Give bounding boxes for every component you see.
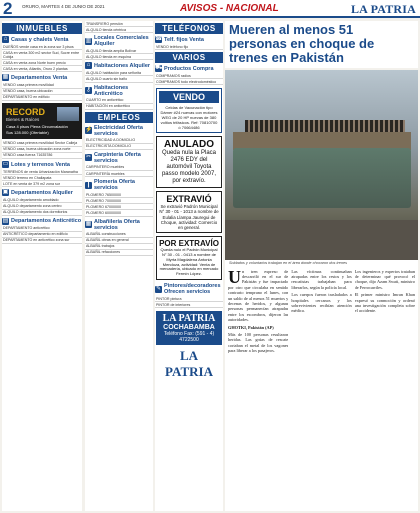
rent-icon: ▣ <box>2 189 9 196</box>
ad-line: CASA en venta zona Norte buen precio <box>2 60 82 66</box>
ad-line: VENDO casa, buena ubicación zona norte <box>2 147 82 153</box>
category-label: Productos Compra <box>164 65 214 72</box>
vendo-title: VENDO <box>159 91 219 103</box>
anulado-notice <box>156 136 222 188</box>
ad-line: ALBAÑIL refacciones <box>85 250 153 256</box>
vendo-ad <box>156 88 222 133</box>
category-label: Habitaciones Anticrético <box>94 84 129 97</box>
ad-line: PINTOR pintura <box>155 296 223 302</box>
banner-varios: VARIOS <box>155 52 223 63</box>
ad-line: CASA en venta 300 m2 sector Sud, Sucre entre Cobija <box>2 50 82 60</box>
article-paragraph: Los ingenieros y expertos trataban de determinar qué provocó el choque, dijo Azam Swati, ministro de Ferrocarriles. <box>354 268 415 290</box>
ad-line: ALQUILO cuarto sin baño <box>85 76 153 82</box>
anulado-title: ANULADO <box>164 139 214 151</box>
pipe-icon: ┃ <box>86 181 91 188</box>
category-label: Departamentos Venta <box>11 74 68 81</box>
cochabamba-brand: LA PATRIA <box>162 313 216 325</box>
article-paragraph: Más de 100 personas resultaron heridas. Las grúas de rescate cortaban el metal de los vagones para liberar a los pasajeros. <box>228 331 289 354</box>
ad-line: TERRENOS de venta Urbanización Maranatha <box>2 169 82 175</box>
record-ad-line: Casa 4 pisos Plena Circunvalación <box>6 123 68 129</box>
ad-line: ELECTRICISTA DOMICILIO <box>85 144 153 150</box>
ad-line: ALQUILO tienda céntrica <box>85 27 153 33</box>
category-label: Casas y chalets Venta <box>11 36 69 43</box>
ad-line: ALQUILO departamento amoblado <box>2 197 82 203</box>
ad-line: COMPRAMOS todo electrodoméstico <box>155 79 223 85</box>
ad-line: ALQUILO habitación para señorita <box>85 70 153 76</box>
ad-line: COMPRAMOS radios <box>155 73 223 79</box>
cochabamba-phone: Teléfono Fax: (591 - 4) 4722500 <box>163 331 215 344</box>
category-lotes-venta <box>2 161 82 168</box>
category-carpinteria <box>85 152 153 164</box>
ad-line: LOTE en venta de 379 m2 zona sur <box>2 181 82 187</box>
category-habitaciones-alquiler <box>85 62 153 69</box>
wall-icon: ▦ <box>85 221 92 227</box>
category-departamentos-anticretico <box>2 218 82 225</box>
category-pintores <box>155 283 223 295</box>
house-photo <box>57 107 79 121</box>
apartment-icon: ▦ <box>2 74 9 81</box>
article-paragraph: Las víctimas continuaban atrapadas entre los restos y los rescatistas trabajaban para liberarlos, según la policía local. <box>291 268 352 290</box>
category-label: Electricidad Oferta servicios <box>94 124 143 137</box>
ad-line: VENDO teléfono fijo <box>155 44 223 50</box>
newspaper-brand: LA PATRIA <box>350 2 416 16</box>
category-casas-venta <box>2 36 82 43</box>
footer-brand: LA PATRIA <box>165 348 213 380</box>
record-subtitle: Bienes & Raíces <box>6 116 40 122</box>
article-headline-box <box>225 21 418 68</box>
article-column-2 <box>291 269 351 512</box>
record-logo: RECORD <box>6 106 46 117</box>
ad-line: DEPARTAMENTO anticrético <box>2 226 82 232</box>
ad-line: PINTOR de interiores <box>155 302 223 308</box>
article-paragraph: El primer ministro Imran Khan expresó su conmoción y ordenó una investigación completa sobre el accidente. <box>354 292 415 314</box>
ad-line: TRANSFIERO pensión <box>85 21 153 27</box>
ad-line: CARPINTERO muebles <box>85 165 153 171</box>
article-body <box>225 267 418 512</box>
record-real-estate-ad <box>2 103 82 139</box>
category-label: Departamentos Alquiler <box>11 189 73 196</box>
photo-train <box>233 148 411 208</box>
key-icon: ⚷ <box>86 87 91 94</box>
article-column-1 <box>228 269 288 512</box>
drop-cap: U <box>228 268 241 287</box>
category-telefonos-venta <box>155 36 223 43</box>
ad-line: VENDO casa primera movilidad <box>2 82 82 88</box>
record-ad-price: Sus 128.000 (Ofertable) <box>6 129 49 135</box>
dateline: ORURO, MARTES 4 DE JUNIO DE 2021 <box>22 4 105 9</box>
ad-line: VENDO casa fuerza 71635786 <box>2 153 82 159</box>
category-label: Pintores/decoradores Ofrecen servicios <box>164 283 221 296</box>
category-label: Plomería Oferta servicios <box>94 179 135 192</box>
category-label: Habitaciones Alquiler <box>94 62 151 69</box>
category-departamentos-alquiler <box>2 189 82 196</box>
photo-caption: Soldados y voluntarios trabajan en el área donde chocaron dos trenes <box>225 260 418 267</box>
banner-telefonos: TELÉFONOS <box>155 23 223 34</box>
classifieds-column-2 <box>85 21 153 511</box>
ad-line: PLOMERO 67000000 <box>85 204 153 210</box>
photo-ground <box>225 220 418 260</box>
ad-line: CASA en venta, Atlantis, Oruro 2 plantas <box>2 66 82 72</box>
category-label: Carpintería Oferta servicios <box>94 151 141 164</box>
article-paragraph: n tren expreso de descarriló en el sur de Pakistán y fue impactado por otro que circulaba en sentido contrario temprano el lunes, con un saldo de al menos 51 muertos y decenas de heridos, y algunas personas permanecían atrapadas entre los escombros, dijeron las autoridades. <box>228 268 289 323</box>
category-label: Departamentos Anticrético <box>11 218 82 225</box>
ad-line: VENDO terreno en Challapata <box>2 175 82 181</box>
category-locales-alquiler <box>85 35 153 47</box>
saw-icon: ✂ <box>85 154 92 161</box>
category-albanileria <box>85 219 153 231</box>
category-productos-compra <box>155 65 223 72</box>
land-icon: ▭ <box>2 161 9 168</box>
bed-icon: ▤ <box>2 217 9 224</box>
phone-icon: ☎ <box>155 36 163 42</box>
banner-inmuebles: INMUEBLES <box>2 23 82 34</box>
main-article <box>225 21 418 511</box>
ad-line: ALQUILO tienda amplia Bolívar <box>85 48 153 54</box>
category-label: Telf. fijos Venta <box>164 36 204 43</box>
category-label: Lotes y terrenos Venta <box>11 161 70 168</box>
category-electricidad <box>85 125 153 137</box>
wrench-icon: ⚡ <box>85 127 93 134</box>
ad-line: ALQUILO tienda en esquina <box>85 54 153 60</box>
home-icon: ⌂ <box>86 62 91 69</box>
ad-line: CUARTO en anticrético <box>85 98 153 104</box>
classifieds-column-3 <box>155 21 223 511</box>
cochabamba-contact-box <box>156 311 222 345</box>
ad-line: ALQUILO departamento zona centro <box>2 203 82 209</box>
classifieds-column-1 <box>2 21 82 511</box>
ad-line: ALQUILO departamento dos dormitorios <box>2 210 82 216</box>
anulado-body: Queda nula la Placa 2476 EDY del automóvil Toyota passo modelo 2007, por extravío. <box>161 150 217 185</box>
page-header <box>0 0 420 18</box>
ad-line: DEPARTAMENTO en anticrético zona sur <box>2 238 82 244</box>
banner-empleos: EMPLEOS <box>85 112 153 123</box>
ad-line: DEPARTAMENTO en edificio <box>2 95 82 101</box>
por-extravio-notice <box>156 236 222 280</box>
ad-line: PLOMERO 70000000 <box>85 198 153 204</box>
ad-line: DUEÑOS vende casa en la zona sur 3 pisos <box>2 44 82 50</box>
article-column-3 <box>355 269 415 512</box>
ad-line: PLOMERO 60000000 <box>85 210 153 216</box>
por-extravio-title: POR EXTRAVÍO <box>159 239 219 249</box>
category-label: Locales Comerciales Alquiler <box>94 35 149 48</box>
vendo-body: Celdas de Vacunación tipo Dámer #24 nuevas con motores WEG de 20 HP nuevas de 380 voltios trifásicos. Ref: 70810700 ó 70664486 <box>160 105 218 131</box>
ad-line: HABITACIÓN en anticrético <box>85 104 153 110</box>
article-byline: GHOTKI, Pakistán (AP) <box>228 324 274 330</box>
article-headline: Mueren al menos 51 personas en choque de trenes en Pakistán <box>229 22 375 65</box>
category-label: Albañilería Oferta servicios <box>94 218 140 231</box>
ad-line: PLOMERO 76500000 <box>85 192 153 198</box>
extravio-notice <box>156 191 222 233</box>
article-paragraph: Los cuerpos fueron trasladados a hospitales cercanos y los sobrevivientes recibían atención médica. <box>291 292 352 314</box>
ad-line: VENDO casa, buena ubicación <box>2 89 82 95</box>
cochabamba-city: COCHABAMBA <box>163 324 215 332</box>
ad-line: VENDO casa primera movilidad Sector Calleja <box>2 141 82 147</box>
ad-line: CARPINTERÍA muebles <box>85 171 153 177</box>
article-photo <box>225 70 418 260</box>
extravio-body: Se extravió Padrón Municipal N° 30 - 01 - 1013 a nombre de Eulalia Llampa Jauregui de Choque, actividad: Comercio en general. <box>159 204 219 231</box>
page-number: 2 <box>3 0 13 18</box>
ad-line: ALBAÑIL obras en general <box>85 238 153 244</box>
extravio-title: EXTRAVIÓ <box>166 194 212 205</box>
ad-line: ANTICRÉTICO departamento en edificio <box>2 232 82 238</box>
category-departamentos-venta <box>2 74 82 81</box>
house-icon: ⌂ <box>3 36 8 42</box>
shop-icon: ▥ <box>85 37 92 44</box>
ad-line: ELECTRICIDAD A DOMICILIO <box>85 138 153 144</box>
ad-line: ALBAÑIL trabajos <box>85 244 153 250</box>
cart-icon: ⛟ <box>155 65 163 72</box>
ad-line: ALBAÑIL construcciones <box>85 232 153 238</box>
paint-icon: ✎ <box>155 285 162 292</box>
category-plomeria <box>85 179 153 191</box>
category-habitaciones-anticretico <box>85 85 153 97</box>
section-title: AVISOS - NACIONAL <box>180 3 279 14</box>
por-extravio-body: Queda nulo el Padrón Municipal N° 30 - 01 - 0413 a nombre de Myrta Magdalena Antonia Mendoza, actividad: Venta de mercadería, ubicado en mercado Fermín López. <box>159 247 219 277</box>
